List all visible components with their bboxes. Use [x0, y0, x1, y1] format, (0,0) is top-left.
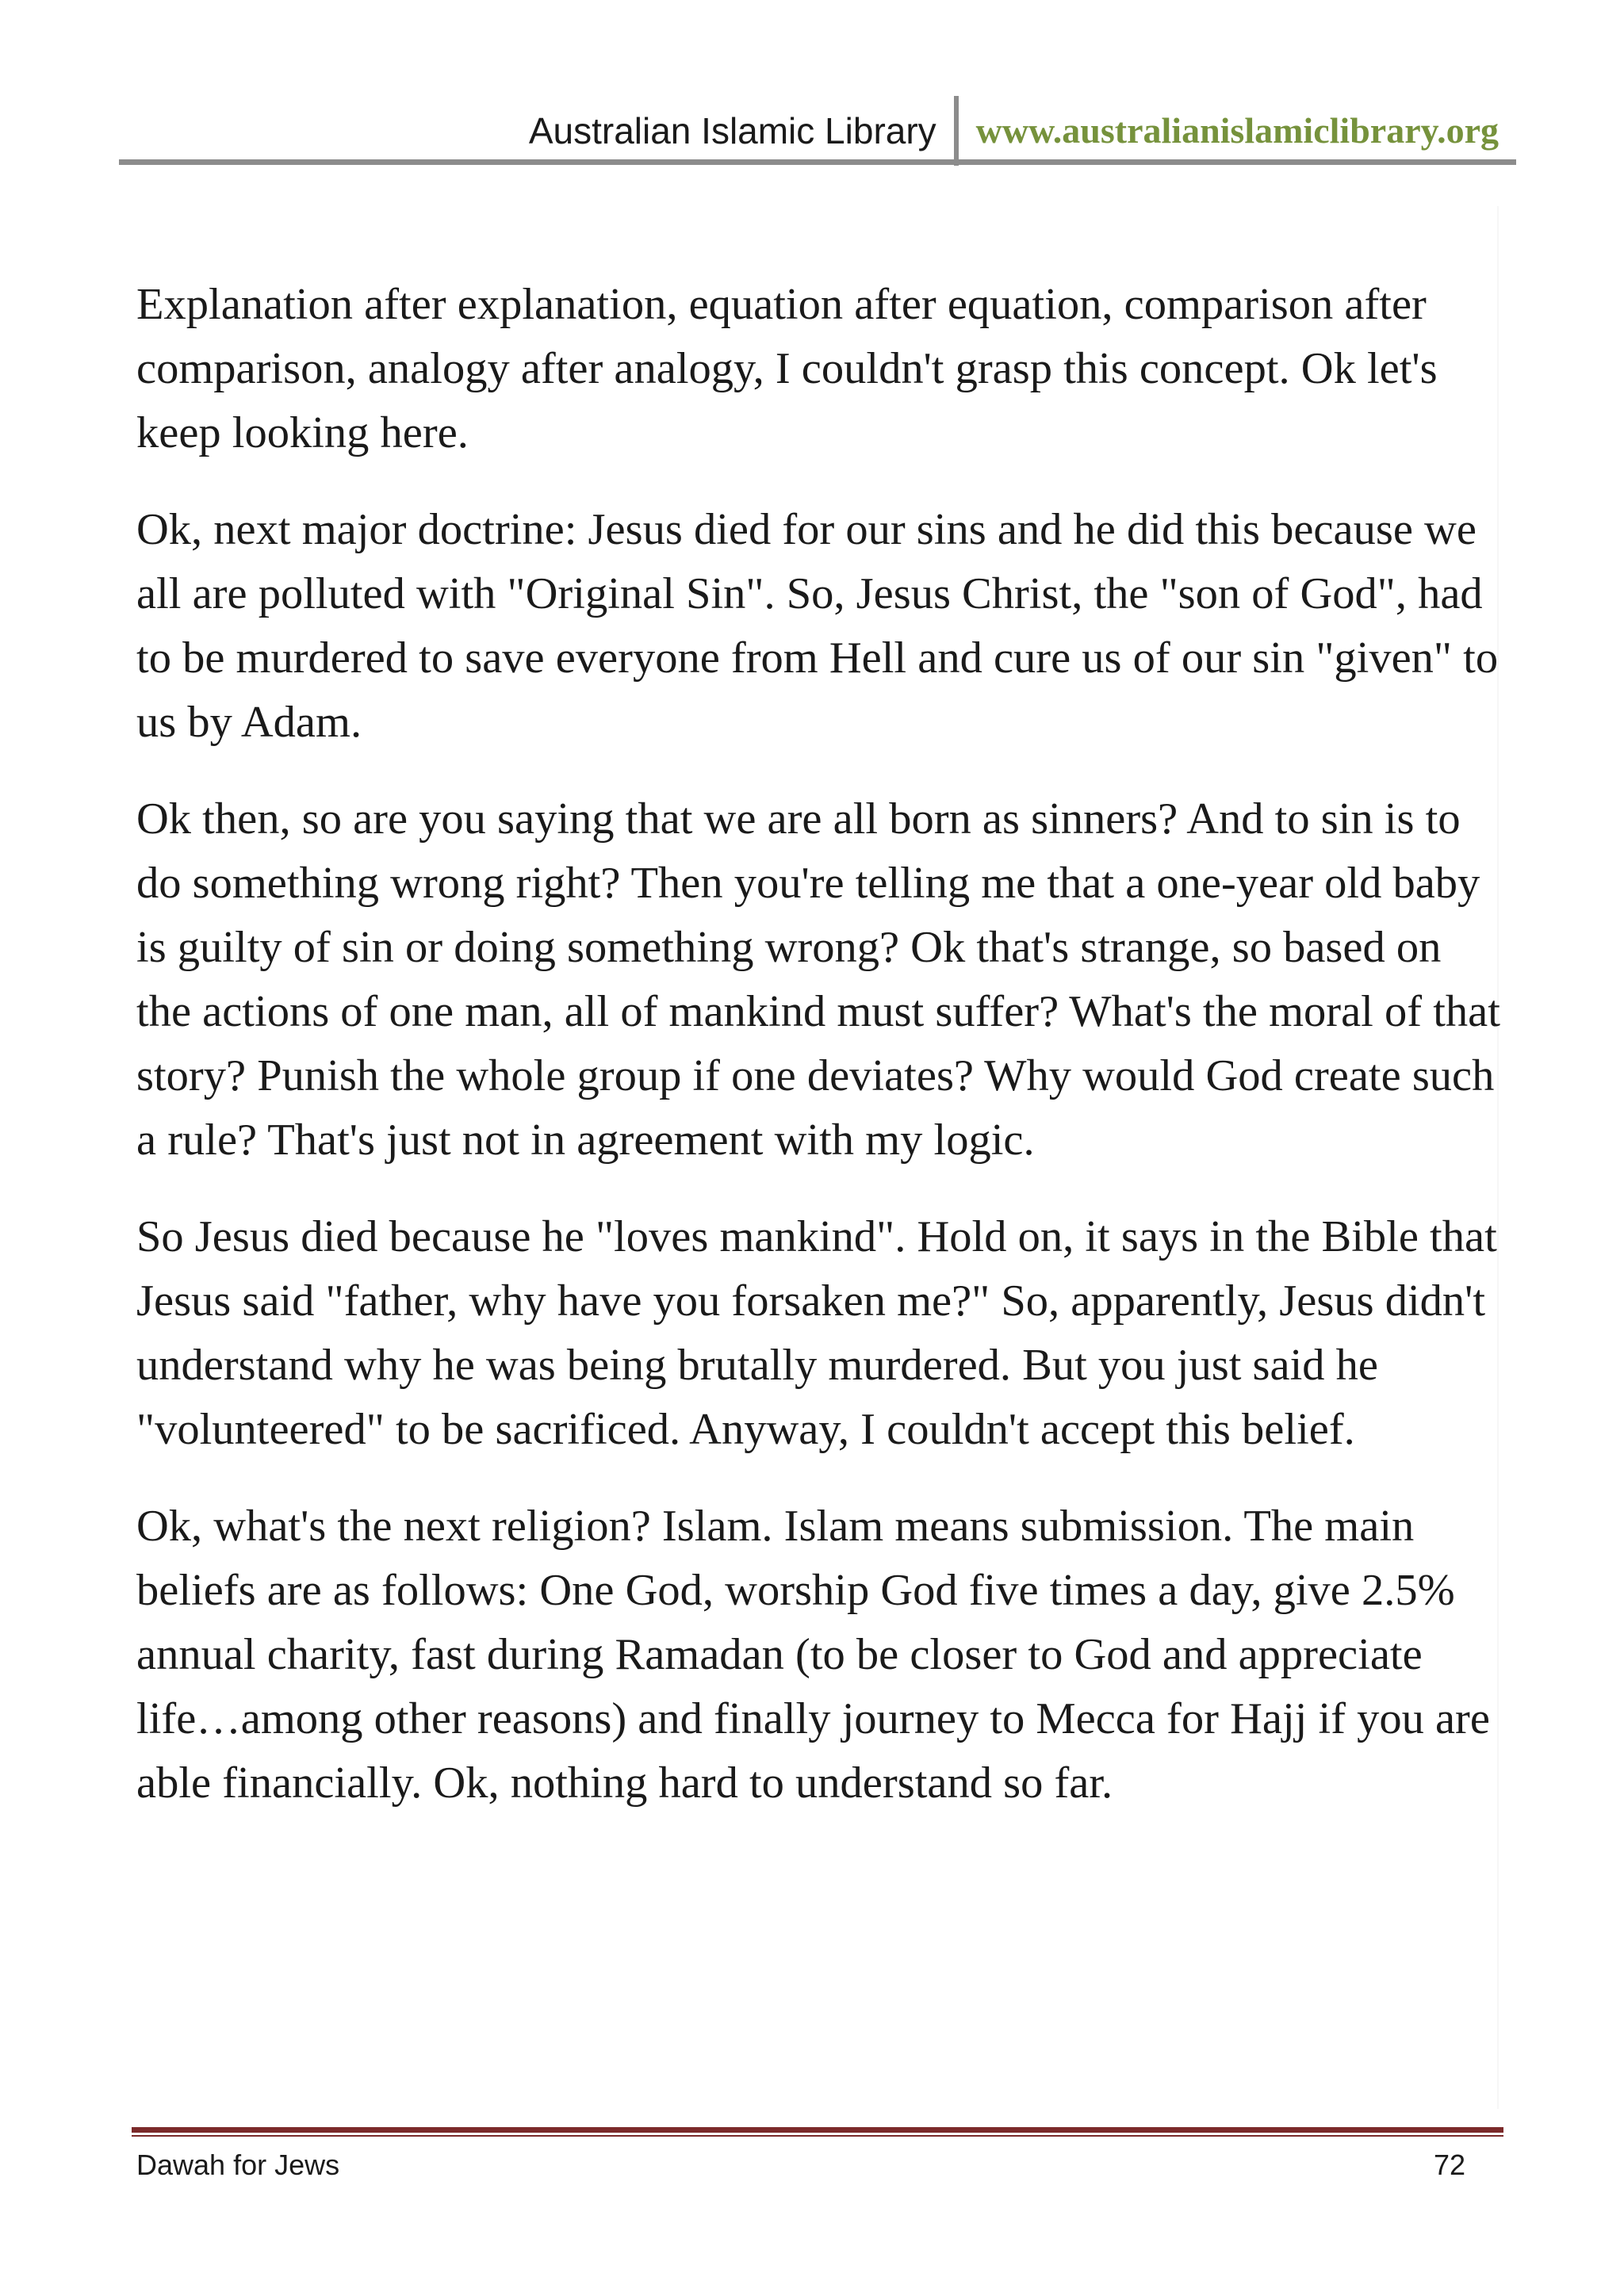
page-header [0, 95, 1499, 166]
body-text [136, 273, 1500, 1848]
footer-rule-thick [132, 2127, 1503, 2133]
paragraph-5: Ok, what's the next religion? Islam. Islam means submission. The main beliefs are as follows: One God, worship God five times a day, give 2.5% annual charity, fast during Ramadan (to be closer to God and appreciate life…among other reasons) and finally journey to Mecca for Hajj if you are able financially. Ok, nothing hard to understand so far. [136, 1502, 1490, 1808]
paragraph-1: Explanation after explanation, equation after equation, comparison after comparison, analogy after analogy, I couldn't grasp this concept. Ok let's keep looking here. [136, 280, 1438, 457]
header-url-link[interactable]: www.australianislamiclibrary.org [975, 110, 1499, 151]
paragraph-3: Ok then, so are you saying that we are all born as sinners? And to sin is to do something wrong right? Then you're telling me that a one-year old baby is guilty of sin or doing something wrong? Ok that's strange, so based on the actions of one man, all of mankind must suffer? What's the moral of that story? Punish the whole group if one deviates? Why would God create such a rule? That's just not in agreement with my logic. [136, 794, 1500, 1165]
header-rule [119, 159, 1516, 165]
paragraph-2: Ok, next major doctrine: Jesus died for our sins and he did this because we all are polluted with "Original Sin". So, Jesus Christ, the "son of God", had to be murdered to save everyone from Hell and cure us of our sin "given" to us by Adam. [136, 505, 1499, 747]
footer-page-number: 72 [1433, 2149, 1465, 2181]
footer-book-title: Dawah for Jews [136, 2149, 340, 2181]
header-title: Australian Islamic Library [528, 110, 936, 151]
footer-rule-thin [132, 2135, 1503, 2137]
paragraph-4: So Jesus died because he "loves mankind". Hold on, it says in the Bible that Jesus said "father, why have you forsaken me?" So, apparently, Jesus didn't understand why he was being brutally murdered. But you just said he "volunteered" to be sacrificed. Anyway, I couldn't accept this belief. [136, 1212, 1497, 1454]
